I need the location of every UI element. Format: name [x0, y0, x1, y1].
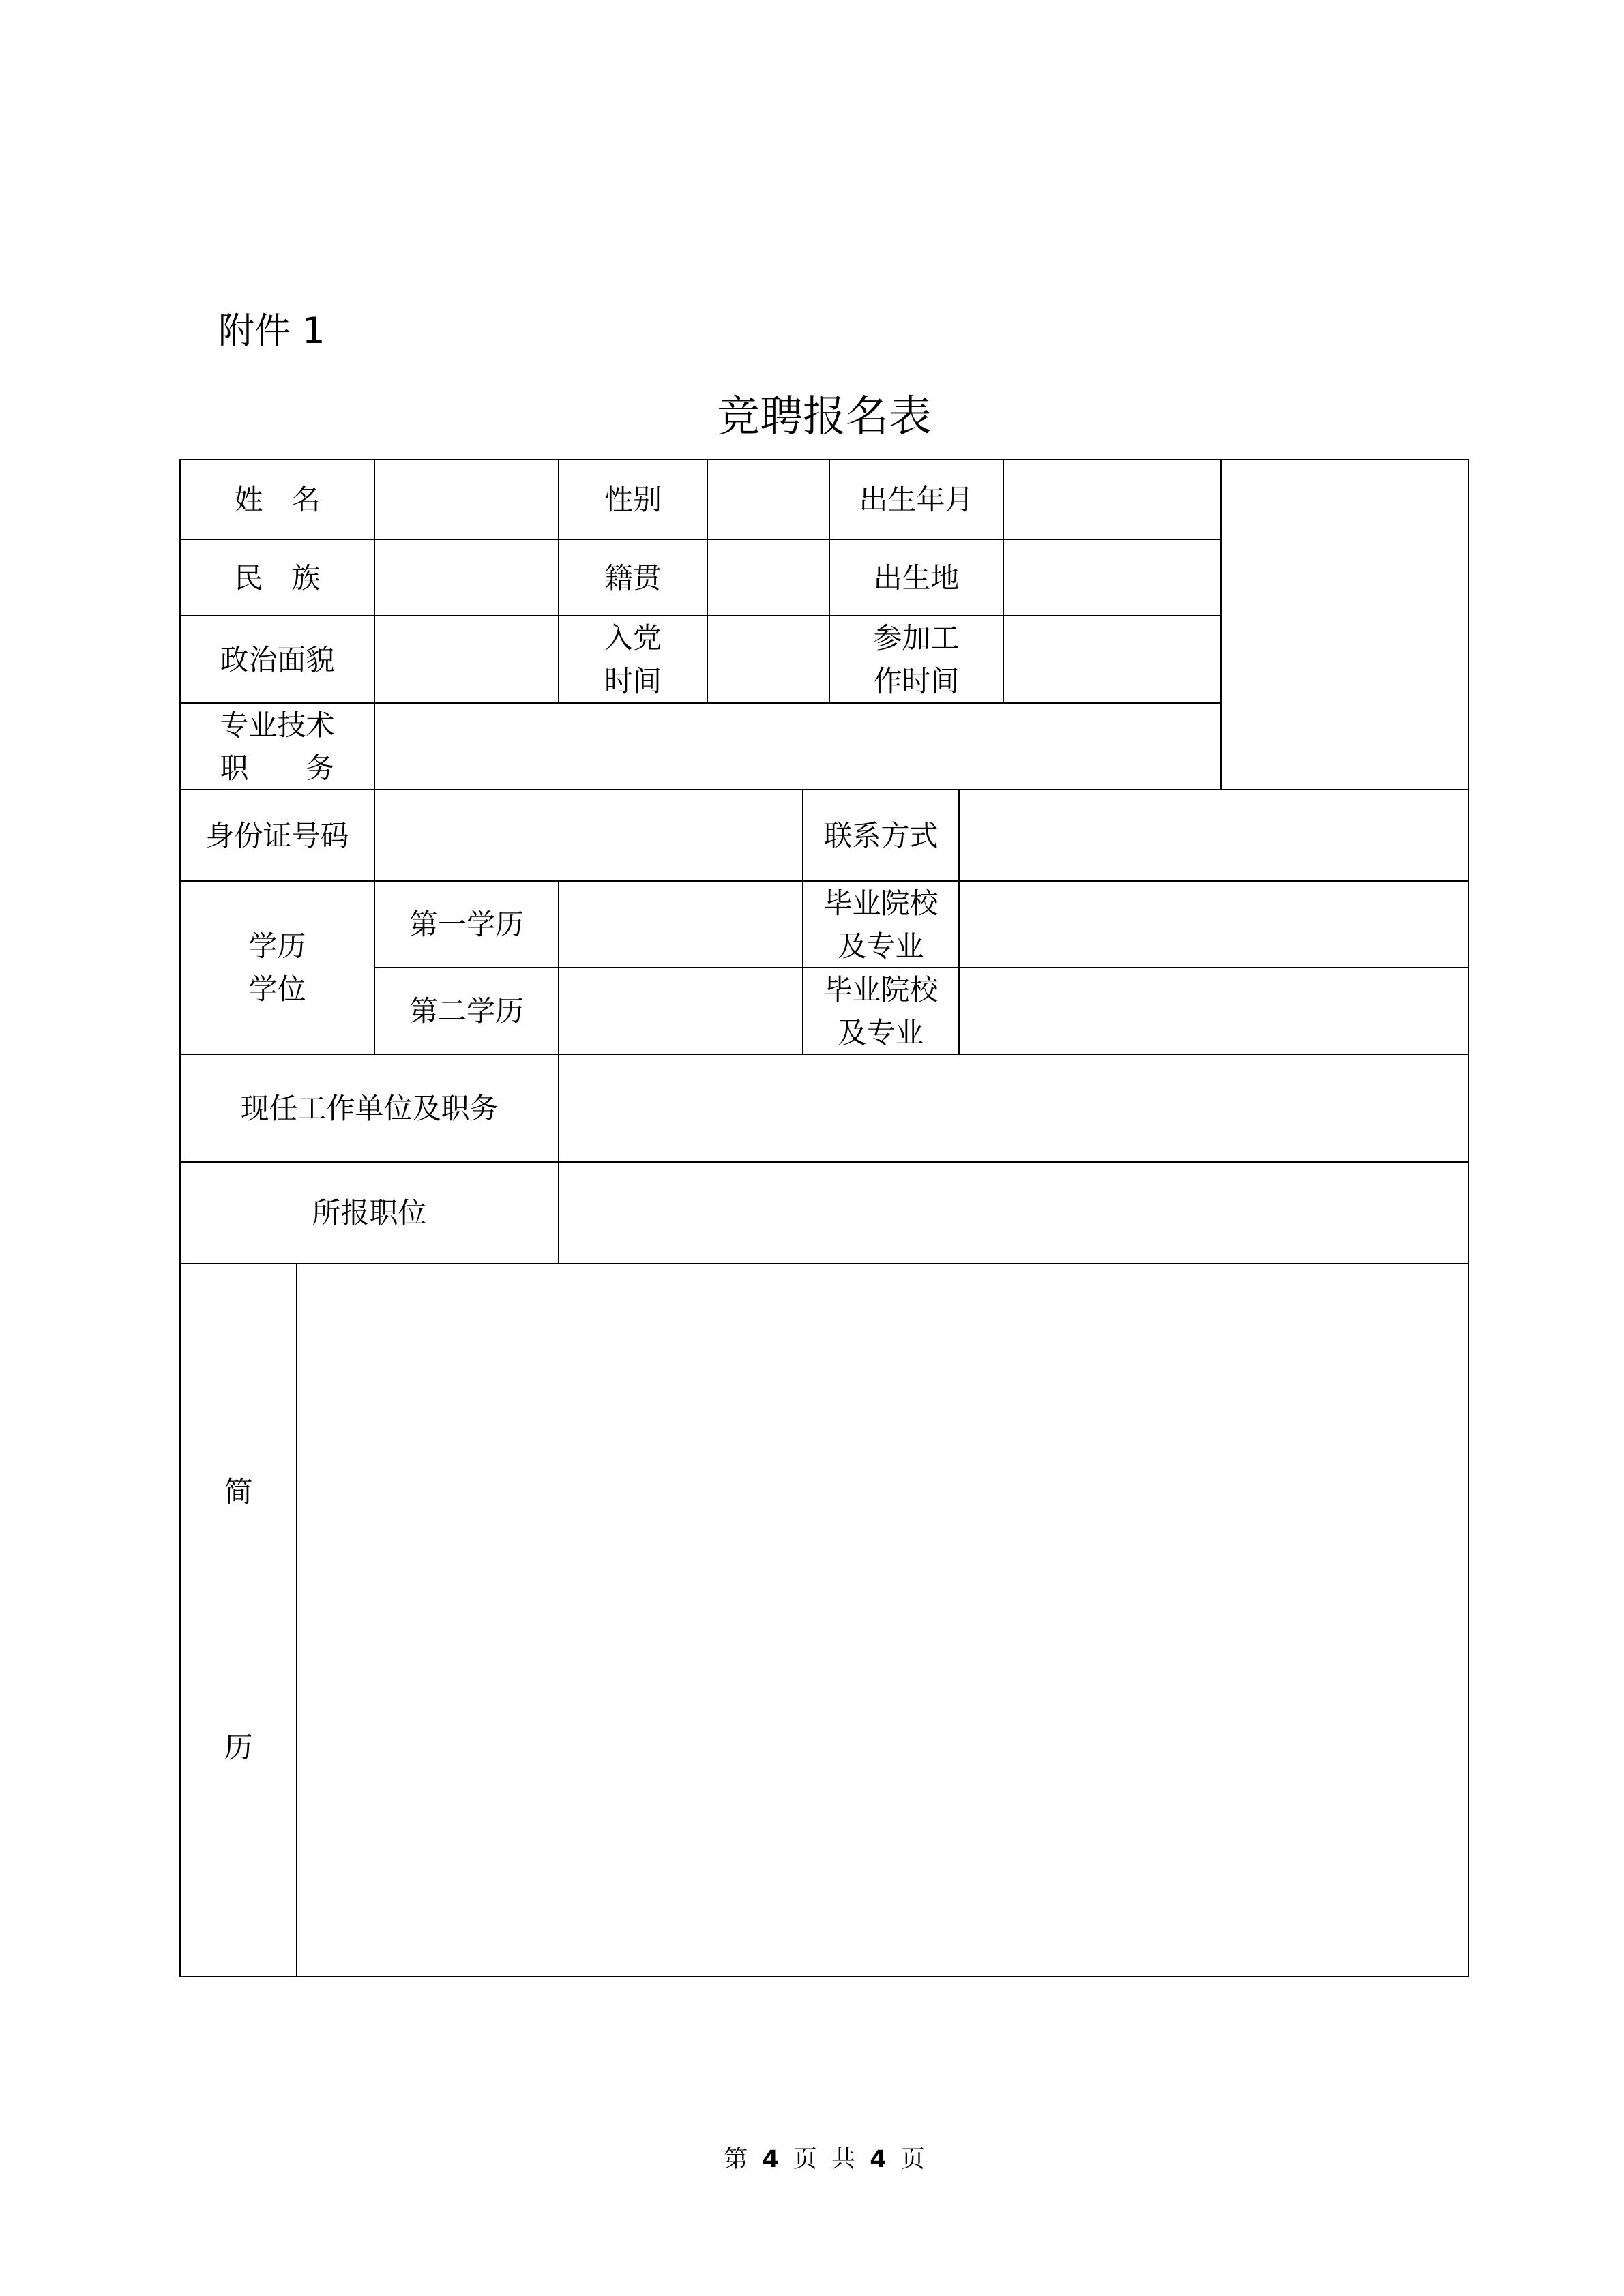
footer-total-pages: 4 [870, 2146, 887, 2173]
name-label-cell [179, 459, 375, 540]
education-label-line2: 学位 [248, 972, 306, 1006]
birthplace-label-cell [829, 539, 1004, 616]
name-value-cell [374, 459, 559, 540]
second-degree-label-cell [374, 967, 559, 1055]
work-start-date-label-cell [829, 615, 1004, 704]
party-join-date-label-line1: 入党 [604, 621, 662, 655]
birthplace-label: 出生地 [873, 561, 960, 595]
party-join-date-label-cell [558, 615, 708, 704]
professional-title-label-cell [179, 702, 375, 790]
gender-label: 性别 [604, 483, 662, 516]
first-degree-value-cell [558, 880, 803, 968]
attachment-label: 附件 1 [218, 310, 325, 352]
second-school-label-line2: 及专业 [838, 1015, 924, 1049]
birth-date-label-cell [829, 459, 1004, 540]
first-school-label-line1: 毕业院校 [823, 886, 939, 920]
footer-middle: 页 共 [793, 2146, 856, 2173]
current-employer-value-cell [558, 1054, 1469, 1163]
first-school-value-cell [958, 880, 1469, 968]
professional-title-label-line1: 专业技术 [220, 708, 335, 742]
work-start-date-value-cell [1003, 615, 1222, 704]
professional-title-value-cell [374, 702, 1222, 790]
current-employer-label-cell [179, 1054, 559, 1163]
id-number-label-cell [179, 789, 375, 882]
resume-label-cell [179, 1263, 297, 1977]
second-degree-value-cell [558, 967, 803, 1055]
photo-box [1220, 459, 1469, 790]
native-place-label-cell [558, 539, 708, 616]
professional-title-label-line2: 职 务 [220, 751, 335, 785]
contact-label-cell [802, 789, 960, 882]
first-school-label-line2: 及专业 [838, 929, 924, 963]
education-label-cell [179, 880, 375, 1055]
ethnicity-label-cell [179, 539, 375, 616]
resume-label-char1: 简 [224, 1475, 253, 1508]
political-status-value-cell [374, 615, 559, 704]
ethnicity-value-cell [374, 539, 559, 616]
first-degree-label: 第一学历 [409, 908, 524, 941]
footer-current-page: 4 [762, 2146, 779, 2173]
second-school-value-cell [958, 967, 1469, 1055]
party-join-date-value-cell [707, 615, 830, 704]
birthplace-value-cell [1003, 539, 1222, 616]
second-school-label-line1: 毕业院校 [823, 972, 939, 1007]
page-footer [179, 2147, 1469, 2173]
id-number-label: 身份证号码 [205, 818, 349, 852]
form-title: 竞聘报名表 [717, 391, 932, 441]
education-label-line1: 学历 [248, 929, 306, 963]
footer-suffix: 页 [900, 2146, 925, 2173]
native-place-value-cell [707, 539, 830, 616]
political-status-label-cell [179, 615, 375, 704]
first-school-label-cell [802, 880, 960, 968]
native-place-label: 籍贯 [604, 561, 662, 595]
work-start-date-label-line1: 参加工 [873, 621, 960, 655]
contact-value-cell [958, 789, 1469, 882]
political-status-label: 政治面貌 [220, 642, 335, 676]
second-school-label-cell [802, 967, 960, 1055]
contact-label: 联系方式 [823, 818, 939, 852]
gender-label-cell [558, 459, 708, 540]
birth-date-value-cell [1003, 459, 1222, 540]
first-degree-label-cell [374, 880, 559, 968]
work-start-date-label-line2: 作时间 [873, 664, 960, 698]
name-label: 姓 名 [234, 483, 321, 516]
current-employer-label: 现任工作单位及职务 [240, 1091, 499, 1125]
applied-position-label-cell [179, 1161, 559, 1264]
party-join-date-label-line2: 时间 [604, 664, 662, 698]
applied-position-value-cell [558, 1161, 1469, 1264]
ethnicity-label: 民 族 [234, 561, 321, 595]
resume-value-cell [296, 1263, 1469, 1977]
id-number-value-cell [374, 789, 803, 882]
resume-label-char2: 历 [224, 1731, 253, 1764]
second-degree-label: 第二学历 [409, 994, 524, 1028]
footer-prefix: 第 [724, 2146, 748, 2173]
birth-date-label: 出生年月 [859, 483, 974, 516]
gender-value-cell [707, 459, 830, 540]
applied-position-label: 所报职位 [312, 1196, 427, 1229]
